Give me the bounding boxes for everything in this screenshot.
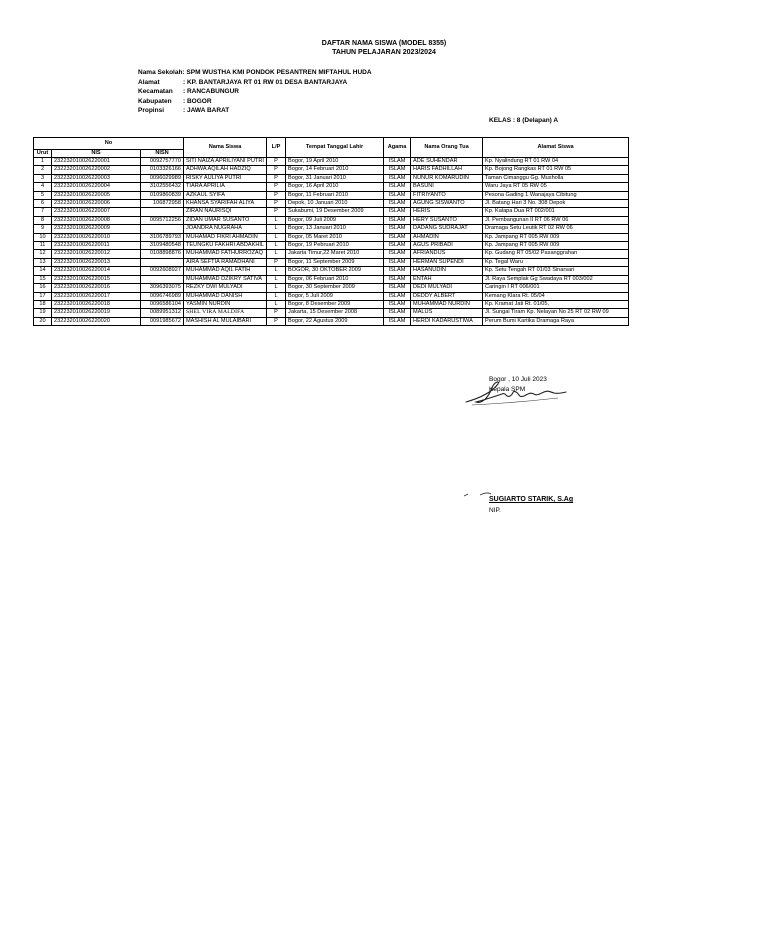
table-cell: ISLAM xyxy=(384,166,411,174)
table-cell: 232232010026220006 xyxy=(52,200,141,208)
table-cell: 8 xyxy=(34,216,52,224)
table-cell: HERIS xyxy=(411,208,483,216)
table-row xyxy=(34,309,629,317)
table-cell: HERY SUSANTO xyxy=(411,216,483,224)
table-cell: TEUNGKU FAKHRI ABDAKHIL xyxy=(184,242,267,250)
table-cell: ISLAM xyxy=(384,317,411,325)
table-row xyxy=(34,292,629,300)
table-cell: Jl. Raya Semplak Gg Swadaya RT 003/002 xyxy=(483,275,629,283)
table-cell: P xyxy=(267,158,286,166)
table-cell: MASHISH AL MULAIBARI xyxy=(184,317,267,325)
header-lp: L/P xyxy=(267,138,286,158)
table-cell: 0092608927 xyxy=(141,267,184,275)
header-ttl: Tempat Tanggal Lahir xyxy=(286,138,384,158)
table-cell: Kp. Kalapa Dua RT 002/001 xyxy=(483,208,629,216)
table-cell: Bogor, 19 April 2010 xyxy=(286,158,384,166)
info-row-kecamatan xyxy=(138,87,372,97)
table-cell: ISLAM xyxy=(384,225,411,233)
table-cell: ISLAM xyxy=(384,208,411,216)
table-row xyxy=(34,191,629,199)
table-cell: Jl. Batang Hari 3 No. 308 Depok xyxy=(483,200,629,208)
info-row-kabupaten xyxy=(138,97,372,107)
table-cell: 11 xyxy=(34,242,52,250)
table-cell: 106872958 xyxy=(141,200,184,208)
document-title: DAFTAR NAMA SISWA (MODEL 8355) xyxy=(321,40,447,47)
table-cell: HERDI KADARUSTIWA xyxy=(411,317,483,325)
table-cell: RISKY AULIYA PUTRI xyxy=(184,174,267,182)
header-nis: NIS xyxy=(52,150,141,158)
table-cell: ISLAM xyxy=(384,191,411,199)
table-cell: ISLAM xyxy=(384,250,411,258)
table-cell: Bogor, 30 September 2009 xyxy=(286,284,384,292)
table-cell: 0095712256 xyxy=(141,216,184,224)
table-cell: HASANUDIN xyxy=(411,267,483,275)
table-cell: ISLAM xyxy=(384,309,411,317)
table-cell xyxy=(141,225,184,233)
info-label: Kecamatan xyxy=(138,88,173,95)
table-row xyxy=(34,317,629,325)
table-cell: ISLAM xyxy=(384,284,411,292)
table-cell: Bogor, 16 April 2010 xyxy=(286,183,384,191)
table-cell: 232232010026220018 xyxy=(52,300,141,308)
header-ortu: Nama Orang Tua xyxy=(411,138,483,158)
table-cell: 232232010026220017 xyxy=(52,292,141,300)
table-cell: ISLAM xyxy=(384,174,411,182)
table-cell: BASUNI xyxy=(411,183,483,191)
table-cell: ISLAM xyxy=(384,258,411,266)
table-cell: Pesona Gading 1 Wanajaya Cibitung xyxy=(483,191,629,199)
table-cell: 232232010026220012 xyxy=(52,250,141,258)
table-row xyxy=(34,166,629,174)
table-cell: 0109860839 xyxy=(141,191,184,199)
table-cell: AIRA SEFTIA RAMADHANI xyxy=(184,258,267,266)
table-cell: L xyxy=(267,216,286,224)
table-cell: ISLAM xyxy=(384,183,411,191)
table-cell: Bogor, 05 Maret 2010 xyxy=(286,233,384,241)
table-cell: ISLAM xyxy=(384,300,411,308)
signature-stroke-icon xyxy=(462,490,492,498)
table-cell: 16 xyxy=(34,284,52,292)
signature-nip: NIP. xyxy=(489,507,501,514)
table-cell: P xyxy=(267,183,286,191)
table-cell: Depok, 10 Januari 2010 xyxy=(286,200,384,208)
table-cell: P xyxy=(267,174,286,182)
table-cell: L xyxy=(267,284,286,292)
table-cell: Bogor, 31 Januari 2010 xyxy=(286,174,384,182)
table-cell: Caringin I RT 006/001 xyxy=(483,284,629,292)
table-cell: ENTAH xyxy=(411,275,483,283)
table-cell: 4 xyxy=(34,183,52,191)
table-cell: 20 xyxy=(34,317,52,325)
table-row xyxy=(34,275,629,283)
table-cell: 2 xyxy=(34,166,52,174)
info-value: : SPM WUSTHA KMI PONDOK PESANTREN MIFTAHUL HUDA xyxy=(182,69,372,76)
header-no: No xyxy=(34,138,184,150)
table-cell: ZIRAN NAURISQI xyxy=(184,208,267,216)
header-agama: Agama xyxy=(384,138,411,158)
table-cell: Bogor, 11 Februari 2010 xyxy=(286,191,384,199)
table-cell: P xyxy=(267,191,286,199)
table-cell: 232232010026220009 xyxy=(52,225,141,233)
table-cell: 1 xyxy=(34,158,52,166)
table-cell: Kp. Bojong Rangkas RT 01 RW 05 xyxy=(483,166,629,174)
table-row xyxy=(34,225,629,233)
table-cell: P xyxy=(267,166,286,174)
table-cell: L xyxy=(267,267,286,275)
table-cell: Bogor, 5 Juli 2009 xyxy=(286,292,384,300)
table-cell: DEDDY ALBERT xyxy=(411,292,483,300)
table-row xyxy=(34,300,629,308)
info-value: : KP. BANTARJAYA RT 01 RW 01 DESA BANTARJAYA xyxy=(183,78,348,86)
table-cell: ISLAM xyxy=(384,200,411,208)
table-cell: Jl. Sungai Tiram Kp. Nelayan No 25 RT 02 RW 09 xyxy=(483,309,629,317)
info-value: : JAWA BARAT xyxy=(183,107,230,114)
table-cell: 17 xyxy=(34,292,52,300)
table-cell: Kp. Tegal Waru xyxy=(483,258,629,266)
table-cell: Jakarta Timur,22 Maret 2010 xyxy=(286,250,384,258)
table-cell: 3096393075 xyxy=(141,284,184,292)
info-row-sekolah xyxy=(138,68,372,78)
table-cell: 232232010026220020 xyxy=(52,317,141,325)
table-cell: BOGOR, 30 OKTOBER 2009 xyxy=(286,267,384,275)
table-cell: ISLAM xyxy=(384,267,411,275)
table-body xyxy=(34,158,629,326)
table-cell: Kp. Gudang RT 05/02 Pasanggrahan xyxy=(483,250,629,258)
table-cell: ISLAM xyxy=(384,242,411,250)
table-cell: 232232010026220007 xyxy=(52,208,141,216)
signature-scribble-icon xyxy=(462,378,572,418)
table-cell: 232232010026220013 xyxy=(52,258,141,266)
table-cell: ISLAM xyxy=(384,292,411,300)
table-cell: 232232010026220001 xyxy=(52,158,141,166)
table-cell: P xyxy=(267,317,286,325)
table-cell: NUNUR KOMARUDIN xyxy=(411,174,483,182)
signature-role: Kepala SPM xyxy=(489,386,526,393)
table-cell: Taman Cimanggu Gg. Musholla xyxy=(483,174,629,182)
table-cell: DADANG SUDRAJAT xyxy=(411,225,483,233)
table-cell: 9 xyxy=(34,225,52,233)
table-cell: P xyxy=(267,309,286,317)
table-cell: MUHAMMAD DZIKRY SATIVA xyxy=(184,275,267,283)
table-cell: 232232010026220003 xyxy=(52,174,141,182)
table-cell: Bogor, 8 Desember 2009 xyxy=(286,300,384,308)
table-cell: 18 xyxy=(34,300,52,308)
table-row xyxy=(34,233,629,241)
table-cell: ISLAM xyxy=(384,233,411,241)
table-row xyxy=(34,208,629,216)
info-row-propinsi xyxy=(138,106,372,116)
table-cell: 7 xyxy=(34,208,52,216)
table-cell: 10 xyxy=(34,233,52,241)
table-cell: Perum Bumi Kartika Dramaga Raya xyxy=(483,317,629,325)
table-cell: SITI NAIZA APRILIYANI PUTRI xyxy=(184,158,267,166)
document-subtitle: TAHUN PELAJARAN 2023/2024 xyxy=(332,49,436,56)
table-cell: L xyxy=(267,275,286,283)
table-cell: 232232010026220011 xyxy=(52,242,141,250)
table-cell: P xyxy=(267,258,286,266)
table-cell: DEDI MULYADI xyxy=(411,284,483,292)
table-row xyxy=(34,183,629,191)
header-alamat: Alamat Siswa xyxy=(483,138,629,158)
table-cell: MUHAMMAD DANISH xyxy=(184,292,267,300)
info-value: : RANCABUNGUR xyxy=(183,88,239,95)
table-cell: Bogor, 19 Pebruari 2010 xyxy=(286,242,384,250)
table-cell: Bogor, 11 September 2009 xyxy=(286,258,384,266)
table-cell: YASMIN NURDIN xyxy=(184,300,267,308)
table-cell: 232232010026220010 xyxy=(52,233,141,241)
info-value: : BOGOR xyxy=(183,97,212,105)
table-row xyxy=(34,258,629,266)
table-cell: Kemang Klara Rt. 05/04 xyxy=(483,292,629,300)
table-cell: 232232010026220002 xyxy=(52,166,141,174)
table-cell: 232232010026220004 xyxy=(52,183,141,191)
table-cell: Jakarta, 15 Desember 2008 xyxy=(286,309,384,317)
table-cell: Bogor, 22 Agustus 2009 xyxy=(286,317,384,325)
table-cell: L xyxy=(267,292,286,300)
table-cell: 0108898876 xyxy=(141,250,184,258)
table-cell: 15 xyxy=(34,275,52,283)
table-cell: L xyxy=(267,233,286,241)
table-cell: KHANSA SYARIFAH ALIYA xyxy=(184,200,267,208)
table-cell: 19 xyxy=(34,309,52,317)
table-row xyxy=(34,242,629,250)
info-label: Nama Sekolah xyxy=(138,69,183,76)
table-cell: 232232010026220019 xyxy=(52,309,141,317)
table-cell: 3102556432 xyxy=(141,183,184,191)
table-cell: SHEL VIRA MALDIFA xyxy=(184,309,267,317)
header-urut: Urut xyxy=(34,150,52,158)
table-cell: L xyxy=(267,225,286,233)
table-cell xyxy=(141,258,184,266)
info-row-alamat xyxy=(138,78,372,88)
header-nama: Nama Siswa xyxy=(184,138,267,158)
table-cell: ISLAM xyxy=(384,216,411,224)
table-cell: AGUS PRIBADI xyxy=(411,242,483,250)
table-cell: 232232010026220016 xyxy=(52,284,141,292)
table-cell: 0089951312 xyxy=(141,309,184,317)
table-cell: JOANDRA NUGRAHA xyxy=(184,225,267,233)
table-cell: AFRIANDUS xyxy=(411,250,483,258)
student-table xyxy=(33,137,629,326)
table-cell: MUHAMAD FIKRI AHMADIN xyxy=(184,233,267,241)
table-cell: 13 xyxy=(34,258,52,266)
table-cell: 0092757770 xyxy=(141,158,184,166)
table-cell: Kp. Jampang RT 005 RW 009 xyxy=(483,242,629,250)
table-cell: 6 xyxy=(34,200,52,208)
table-cell: MUHAMMAD AQIL FATIH xyxy=(184,267,267,275)
table-cell: 0103326166 xyxy=(141,166,184,174)
table-cell: 232232010026220014 xyxy=(52,267,141,275)
table-cell: 0096586104 xyxy=(141,300,184,308)
table-cell: Waru Jaya RT 05 RW 05 xyxy=(483,183,629,191)
table-cell: ISLAM xyxy=(384,158,411,166)
table-cell: Kp. Nyalindung RT 01 RW 04 xyxy=(483,158,629,166)
table-cell: 232232010026220008 xyxy=(52,216,141,224)
table-cell: Kp. Setu Tengah RT 01/03 Sinarsari xyxy=(483,267,629,275)
table-cell: ADHWA AQILAH HADZIQ xyxy=(184,166,267,174)
table-cell: HERMAN SUPENDI xyxy=(411,258,483,266)
header-nisn: NISN xyxy=(141,150,184,158)
table-cell: MALUS xyxy=(411,309,483,317)
table-cell: 3106789793 xyxy=(141,233,184,241)
table-cell: ADE SUHENDAR xyxy=(411,158,483,166)
table-cell: 3109480548 xyxy=(141,242,184,250)
table-cell: Bogor, 14 Februari 2010 xyxy=(286,166,384,174)
table-row xyxy=(34,284,629,292)
table-cell: 232232010026220015 xyxy=(52,275,141,283)
table-cell: 0091985672 xyxy=(141,317,184,325)
signature-place-date: Bogor , 10 Juli 2023 xyxy=(489,376,547,383)
table-cell: L xyxy=(267,242,286,250)
table-cell: 14 xyxy=(34,267,52,275)
table-cell: Dramaga Setu Leutik RT 02 RW 06 xyxy=(483,225,629,233)
class-label: KELAS : 8 (Delapan) A xyxy=(489,117,559,124)
table-cell: Kp. Jampang RT 005 RW 009 xyxy=(483,233,629,241)
signature-name: SUGIARTO STARIK, S.Ag xyxy=(489,496,574,503)
table-cell: MUHAMMAD FATHURROZAQ xyxy=(184,250,267,258)
table-cell: L xyxy=(267,250,286,258)
table-cell: 0096746989 xyxy=(141,292,184,300)
table-row xyxy=(34,174,629,182)
info-label: Kabupaten xyxy=(138,97,172,105)
table-row xyxy=(34,216,629,224)
table-cell: REZKY DWI MULYADI xyxy=(184,284,267,292)
table-cell: 3 xyxy=(34,174,52,182)
table-cell: P xyxy=(267,208,286,216)
table-row xyxy=(34,158,629,166)
table-cell: L xyxy=(267,300,286,308)
school-info xyxy=(138,68,372,116)
table-cell: AGUNG SISWANTO xyxy=(411,200,483,208)
info-label: Alamat xyxy=(138,78,160,86)
table-row xyxy=(34,200,629,208)
table-cell: ZIDAN UMAR SUSANTO xyxy=(184,216,267,224)
table-cell: TIARA APRILIA xyxy=(184,183,267,191)
table-cell: 12 xyxy=(34,250,52,258)
table-cell: P xyxy=(267,200,286,208)
table-cell: 5 xyxy=(34,191,52,199)
table-cell: Jl. Pembangunan II RT 06 RW 06 xyxy=(483,216,629,224)
table-cell: Kp. Kramat Jati Rt. 01/05, xyxy=(483,300,629,308)
table-cell: 232232010026220005 xyxy=(52,191,141,199)
table-cell: Bogor, 09 Juli 2009 xyxy=(286,216,384,224)
table-cell: AHMADIN xyxy=(411,233,483,241)
table-cell: Bogor, 13 Januari 2010 xyxy=(286,225,384,233)
table-cell: HARIS FADHILLAH xyxy=(411,166,483,174)
table-cell: 0096029989 xyxy=(141,174,184,182)
table-cell: ISLAM xyxy=(384,275,411,283)
table-cell: Sukabumi, 19 Desember 2009 xyxy=(286,208,384,216)
table-cell: Bogor, 06 Februari 2010 xyxy=(286,275,384,283)
table-cell xyxy=(141,208,184,216)
table-cell: FITRIYANTO xyxy=(411,191,483,199)
table-row xyxy=(34,267,629,275)
table-cell: AZKAUL SYIFA xyxy=(184,191,267,199)
info-label: Propinsi xyxy=(138,107,165,114)
table-cell: MUHAMMAD NURDIN xyxy=(411,300,483,308)
table-row xyxy=(34,250,629,258)
table-cell xyxy=(141,275,184,283)
